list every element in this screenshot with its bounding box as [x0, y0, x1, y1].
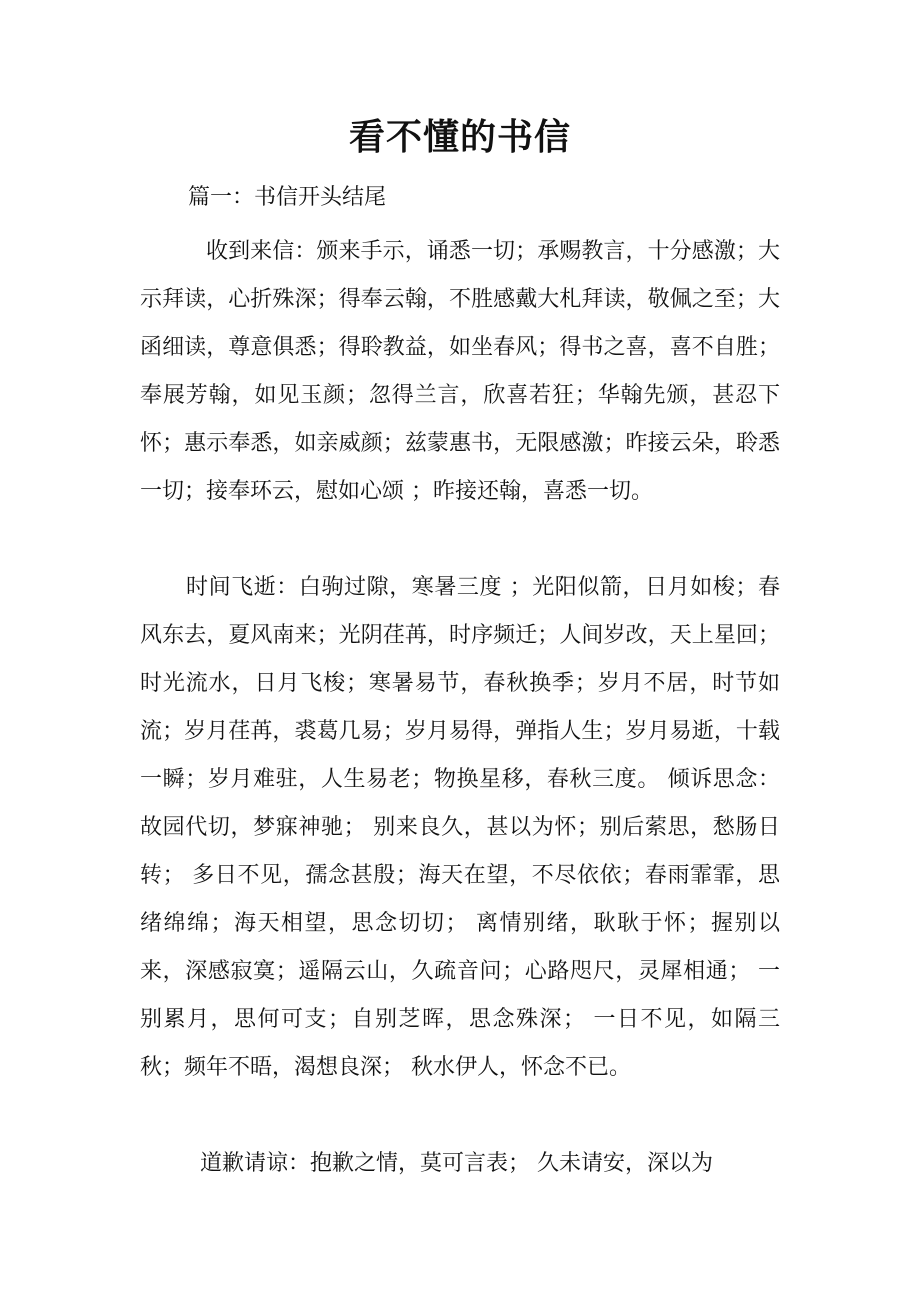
page-title: 看不懂的书信	[348, 116, 571, 158]
paragraph-time-passing: 时间飞逝：白驹过隙，寒暑三度 ；光阳似箭，日月如梭；春风东去，夏风南来；光阴荏苒，时序频迁；人间岁改，天上星回； 时光流水，日月飞梭；寒暑易节，春秋换季；岁月不居，时节如流；岁月荏苒，裘葛几易；岁月易得，弹指人生；岁月易逝，十载一瞬；岁月难驻，人生易老；物换星移，春秋三度。 倾诉思念：故园代切，梦寐神驰； 别来良久，甚以为怀；别后萦思，愁肠日转； 多日不见，孺念甚殷；海天在望，不尽依依；春雨霏霏，思绪绵绵；海天相望，思念切切； 离情别绪，耿耿于怀；握别以来，深感寂寞；遥隔云山，久疏音问；心路咫尺，灵犀相通； 一别累月，思何可支；自别芝晖，思念殊深； 一日不见，如隔三秋；频年不晤，渴想良深； 秋水伊人，怀念不已。	[140, 575, 780, 1080]
section-heading: 篇一：书信开头结尾	[188, 185, 387, 210]
paragraph-apology: 道歉请谅：抱歉之情，莫可言表； 久未请安，深以为	[200, 1151, 713, 1176]
paragraph-receiving-letters: 收到来信：颁来手示，诵悉一切；承赐教言，十分感激；大示拜读，心折殊深；得奉云翰，不胜感戴大札拜读，敬佩之至；大函细读，尊意俱悉；得聆教益，如坐春风；得书之喜，喜不自胜；奉展芳翰，如见玉颜；忽得兰言，欣喜若狂；华翰先颁，甚忍下怀；惠示奉悉，如亲威颜；兹蒙惠书，无限感激；昨接云朵，聆悉一切；接奉环云，慰如心颂 ；昨接还翰，喜悉一切。	[140, 239, 780, 504]
